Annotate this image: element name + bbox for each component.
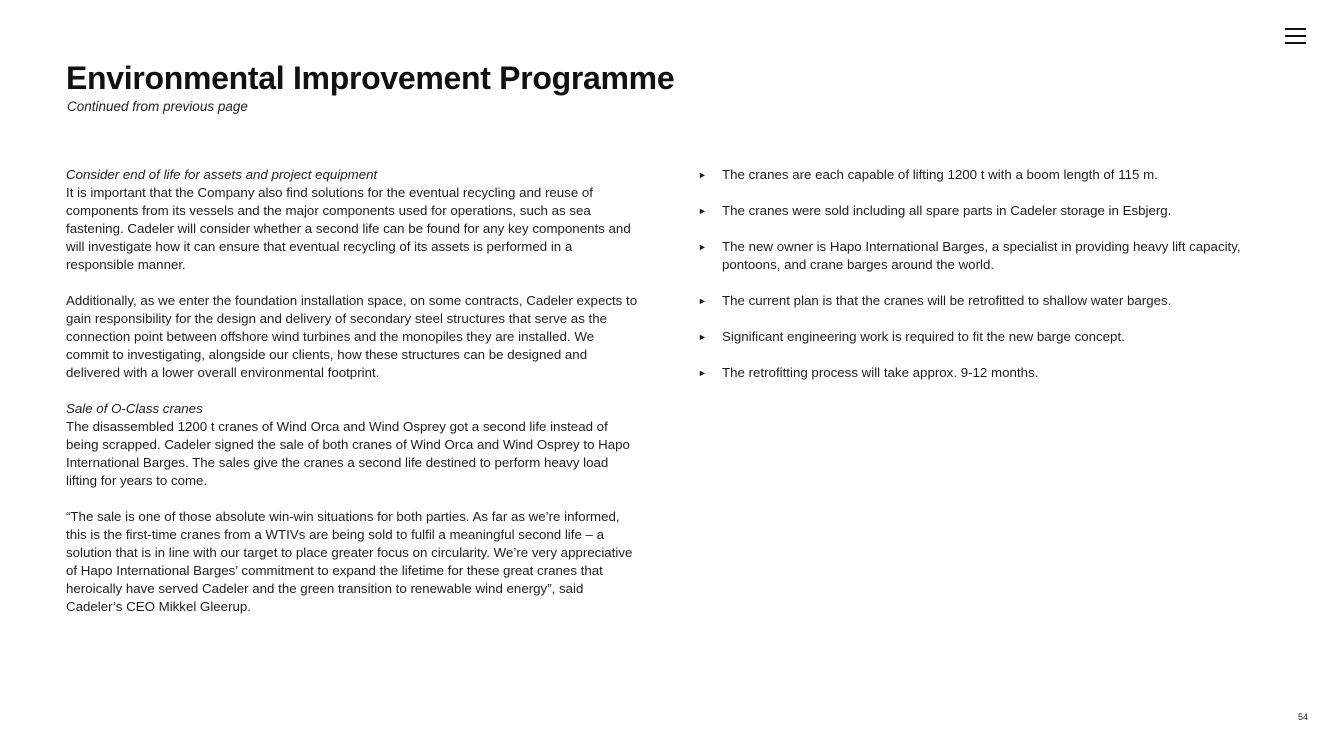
list-item-text: The cranes were sold including all spare parts in Cadeler storage in Esbjerg. (722, 203, 1172, 218)
list-item (698, 202, 1258, 220)
list-item-text: The cranes are each capable of lifting 1200 t with a boom length of 115 m. (722, 167, 1158, 182)
list-item (698, 328, 1258, 346)
list-item-text: The new owner is Hapo International Barges, a specialist in providing heavy lift capacity, pontoons, and crane barges around the world. (722, 239, 1241, 272)
body-paragraph: Additionally, as we enter the foundation installation space, on some contracts, Cadeler expects to gain responsibility for the design and delivery of secondary steel structures that serve as the connection point between offshore wind turbines and the monopiles they are installed. We commit to investigating, alongside our clients, how these structures can be designed and delivered with a lower overall environmental footprint. (66, 293, 638, 380)
list-item (698, 292, 1258, 310)
bullet-list (698, 166, 1258, 400)
section-subheading: Sale of O-Class cranes (66, 401, 203, 416)
end-of-life-section (66, 166, 638, 274)
bullet-arrow-icon: ► (698, 332, 707, 342)
bullet-arrow-icon: ► (698, 170, 707, 180)
list-item (698, 364, 1258, 382)
list-item (698, 238, 1258, 274)
list-item-text: Significant engineering work is required to fit the new barge concept. (722, 329, 1125, 344)
bullet-arrow-icon: ► (698, 368, 707, 378)
page-title: Environmental Improvement Programme (66, 60, 675, 96)
bullet-arrow-icon: ► (698, 242, 707, 252)
bullet-arrow-icon: ► (698, 296, 707, 306)
page-number: 54 (1297, 712, 1308, 722)
page-subtitle: Continued from previous page (67, 99, 248, 114)
list-item-text: The current plan is that the cranes will be retrofitted to shallow water barges. (722, 293, 1172, 308)
list-item (698, 166, 1258, 184)
body-paragraph: The disassembled 1200 t cranes of Wind Orca and Wind Osprey got a second life instead of being scrapped. Cadeler signed the sale of both cranes of Wind Orca and Wind Osprey to Hapo International Barges. The sales give the cranes a second life destined to perform heavy load lifting for years to come. (66, 419, 630, 488)
section-subheading: Consider end of life for assets and project equipment (66, 167, 378, 182)
hamburger-menu-icon[interactable] (1285, 26, 1307, 46)
ceo-quote: “The sale is one of those absolute win-win situations for both parties. As far as we’re informed, this is the first-time cranes from a WTIVs are being sold to fulfil a meaningful second life – a solution that is in line with our target to place greater focus on circularity. We’re very appreciative of Hapo International Barges’ commitment to expand the lifetime for these great cranes that heroically have served Cadeler and the green transition to renewable wind energy”, said Cadeler’s CEO Mikkel Gleerup. (66, 509, 633, 614)
bullet-arrow-icon: ► (698, 206, 707, 216)
crane-sale-section (66, 400, 638, 490)
body-paragraph: It is important that the Company also find solutions for the eventual recycling and reuse of components from its vessels and the major components used for operations, such as sea fastening. Cadeler will consider whether a second life can be found for any key components and will investigate how it can ensure that eventual recycling of its assets is performed in a responsible manner. (66, 185, 631, 272)
left-column (66, 166, 638, 634)
list-item-text: The retrofitting process will take approx. 9-12 months. (722, 365, 1039, 380)
